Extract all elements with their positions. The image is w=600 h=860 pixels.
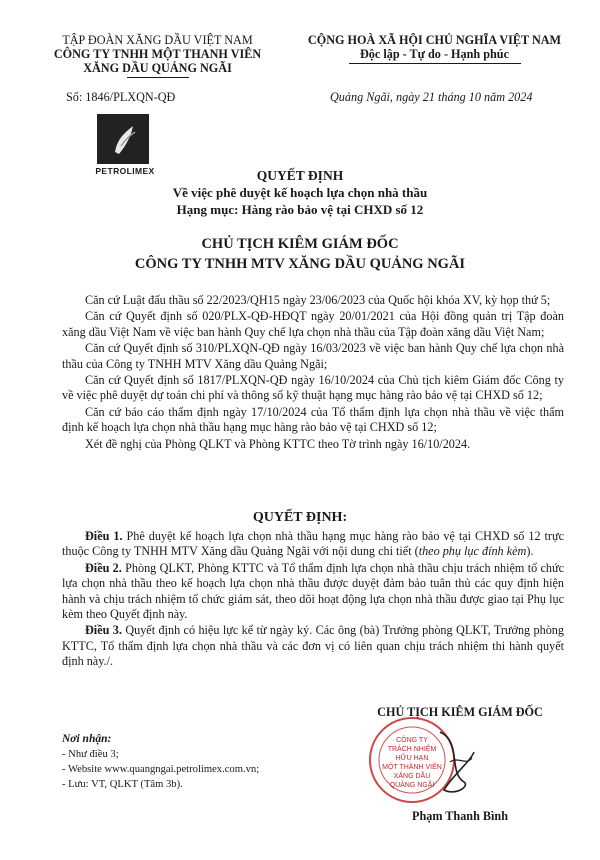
national-motto: Độc lập - Tự do - Hạnh phúc	[360, 47, 509, 61]
svg-text:HỮU HẠN: HỮU HẠN	[395, 755, 429, 762]
national-heading	[292, 33, 577, 64]
article-text: Phê duyệt kế hoạch lựa chọn nhà thầu hạng mục hàng rào bảo vệ tại CHXD số 12 trực thuộc Công ty TNHH MTV Xăng dầu Quảng Ngãi với nội dung chi tiết (	[62, 529, 565, 559]
legal-basis-item: Căn cứ Quyết định số 1817/PLXQN-QĐ ngày 16/10/2024 của Chủ tịch kiêm Giám đốc Công ty về việc phê duyệt dự toán chi phí và thông số kỹ thuật hạng mục hàng rào bảo vệ tại CHXD số 12;	[62, 373, 564, 403]
issuer-underline	[127, 77, 189, 78]
company-seal	[352, 712, 484, 804]
company-name-line2: XĂNG DẦU QUẢNG NGÃI	[83, 61, 232, 75]
document-type: QUYẾT ĐỊNH	[256, 168, 344, 183]
authority-title: CHỦ TỊCH KIÊM GIÁM ĐỐC	[201, 236, 399, 252]
article-label: Điều 1.	[85, 529, 123, 543]
article-italic: theo phụ lục đính kèm	[418, 544, 527, 559]
issue-date: Quảng Ngãi, ngày 21 tháng 10 năm 2024	[330, 90, 533, 104]
document-subject: Về việc phê duyệt kế hoạch lựa chọn nhà thầu	[172, 185, 428, 200]
legal-basis-item: Xét đề nghị của Phòng QLKT và Phòng KTTC theo Tờ trình ngày 16/10/2024.	[85, 436, 471, 451]
svg-text:XĂNG DẦU: XĂNG DẦU	[393, 773, 431, 780]
petrolimex-logo-icon	[97, 114, 149, 164]
svg-text:CÔNG TY: CÔNG TY	[396, 737, 428, 744]
recipients-title: Nơi nhận:	[62, 733, 112, 745]
legal-basis-item: Căn cứ Quyết định số 020/PLX-QĐ-HĐQT ngày 20/01/2021 của Hội đồng quản trị Tập đoàn xăng dầu Việt Nam về việc ban hành Quy chế lựa chọn nhà thầu của Tập đoàn xăng dầu Việt Nam;	[62, 309, 564, 339]
recipient-item: - Như điều 3;	[62, 749, 119, 760]
legal-basis-item: Căn cứ Luật đấu thầu số 22/2023/QH15 ngày 23/06/2023 của Quốc hội khóa XV, kỳ họp thứ 5;	[85, 293, 551, 307]
article-text: Phòng QLKT, Phòng KTTC và Tổ thẩm định lựa chọn nhà thầu chịu trách nhiệm tổ chức lựa chọn nhà thầu theo kế hoạch lựa chọn nhà thầu được duyệt đảm bảo tuân thủ các quy định hiện hành và chịu trách nhiệm tổ chức giám sát, theo dõi hoạt động lựa chọn nhà thầu được giao tại Phụ lục kèm theo Quyết định này.	[62, 560, 565, 622]
article-3	[62, 623, 564, 669]
document-item: Hạng mục: Hàng rào bảo vệ tại CHXD số 12	[176, 202, 424, 217]
authority-company: CÔNG TY TNHH MTV XĂNG DẦU QUẢNG NGÃI	[134, 256, 466, 272]
article-text: Quyết định có hiệu lực kể từ ngày ký. Các ông (bà) Trưởng phòng QLKT, Trưởng phòng KTTC, Tổ thẩm định lựa chọn nhà thầu và các đơn vị có liên quan chịu trách nhiệm thi hành quyết định này./.	[62, 623, 564, 669]
article-2	[62, 561, 564, 623]
legal-basis-item: Căn cứ báo cáo thẩm định ngày 17/10/2024 của Tổ thẩm định lựa chọn nhà thầu về việc thẩm định kế hoạch lựa chọn nhà thầu hạng mục hàng rào bảo vệ tại CHXD số 12;	[62, 404, 564, 435]
svg-text:TRÁCH NHIỆM: TRÁCH NHIỆM	[387, 746, 437, 753]
legal-basis-item: Căn cứ Quyết định số 310/PLXQN-QĐ ngày 16/03/2023 về việc ban hành Quy chế lựa chọn nhà thầu của Công ty TNHH MTV Xăng dầu Quảng Ngãi;	[62, 341, 564, 371]
legal-bases	[62, 293, 564, 453]
nation-name: CỘNG HOÀ XÃ HỘI CHỦ NGHĨA VIỆT NAM	[307, 33, 562, 47]
article-label: Điều 2.	[85, 560, 122, 575]
decision-heading: QUYẾT ĐỊNH:	[252, 510, 348, 525]
document-number: Số: 1846/PLXQN-QĐ	[66, 90, 176, 104]
company-name-line1: CÔNG TY TNHH MỘT THANH VIÊN	[53, 47, 262, 61]
article-tail: ).	[526, 544, 534, 559]
logo-wordmark: PETROLIMEX	[95, 166, 155, 176]
article-label: Điều 3.	[85, 623, 122, 638]
article-1	[62, 529, 564, 560]
motto-underline	[349, 63, 521, 64]
articles	[62, 529, 564, 671]
signatory-title: CHỦ TỊCH KIÊM GIÁM ĐỐC	[377, 705, 543, 719]
svg-text:MỘT THÀNH VIÊN: MỘT THÀNH VIÊN	[382, 764, 442, 771]
issuer-block	[40, 33, 275, 78]
svg-text:QUẢNG NGÃI: QUẢNG NGÃI	[389, 782, 435, 789]
parent-organization: TẬP ĐOÀN XĂNG DẦU VIỆT NAM	[62, 33, 253, 47]
recipients-block	[62, 732, 259, 792]
signatory-name: Phạm Thanh Bình	[412, 809, 508, 823]
recipient-item: - Website www.quangngai.petrolimex.com.vn;	[62, 764, 260, 775]
recipient-item: - Lưu: VT, QLKT (Tâm 3b).	[62, 779, 183, 790]
